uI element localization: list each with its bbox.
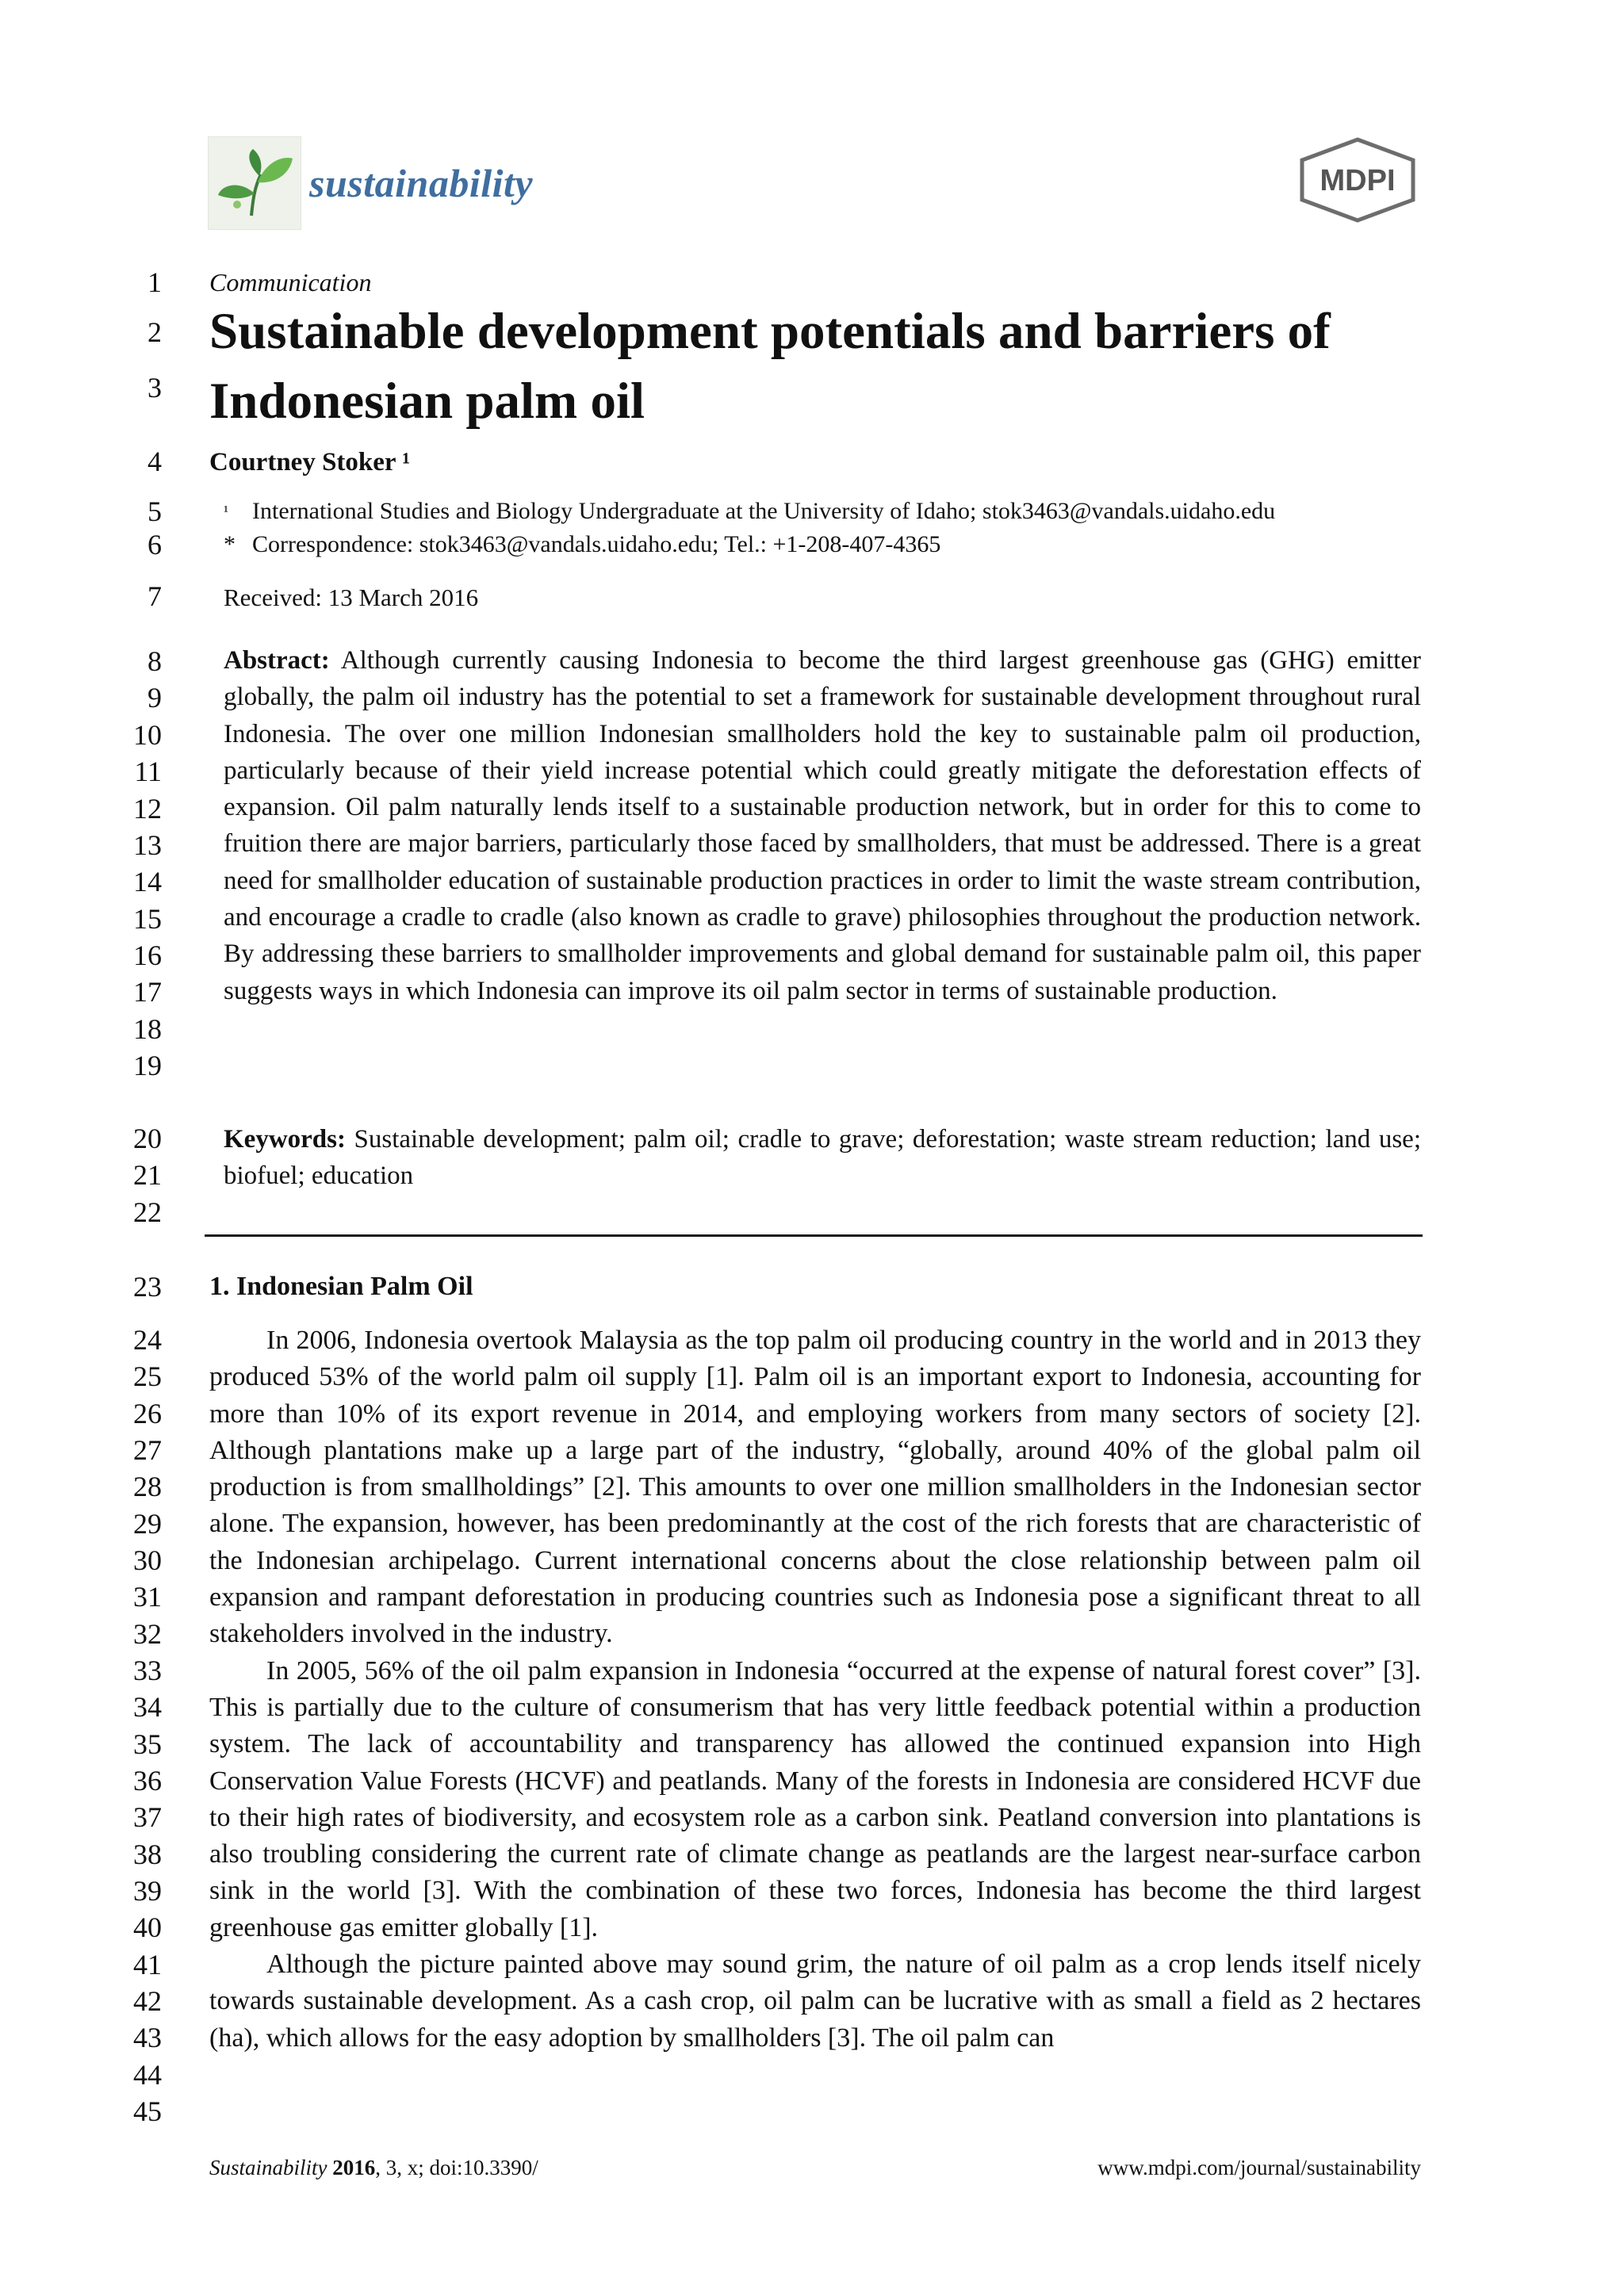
line-number: 9 bbox=[147, 682, 162, 714]
line-number: 22 bbox=[133, 1196, 162, 1228]
line-number: 28 bbox=[133, 1471, 162, 1502]
line-number: 24 bbox=[133, 1324, 162, 1356]
publisher-name: MDPI bbox=[1320, 164, 1396, 197]
paragraph: In 2006, Indonesia overtook Malaysia as the top palm oil producing country in the world and in 2013 they produced 53% of the world palm oil supply [1]. Palm oil is an important export to Indonesia, accounting for more than 10% of its export revenue in 2014, and employing workers from many sectors of society [2]. Although plantations make up a large part of the industry, “globally, around 40% of the global palm oil production is from smallholdings” [2]. This amounts to over one million smallholders in the Indonesian sector alone. The expansion, however, has been predominantly at the cost of the rich forests that are characteristic of the Indonesian archipelago. Current international concerns about the close relationship between palm oil expansion and rampant deforestation in producing countries such as Indonesia pose a significant threat to all stakeholders involved in the industry. bbox=[209, 1326, 1421, 1649]
article-title: Sustainable development potentials and barriers of Indonesian palm oil bbox=[209, 303, 1331, 430]
abstract bbox=[224, 642, 1421, 1009]
keywords-label: Keywords: bbox=[224, 1125, 346, 1154]
received-date: Received: 13 March 2016 bbox=[224, 584, 479, 611]
line-number: 17 bbox=[133, 976, 162, 1008]
line-number: 7 bbox=[147, 580, 162, 612]
citation-journal: Sustainability bbox=[209, 2156, 327, 2179]
section-divider bbox=[205, 1234, 1423, 1237]
correspondence-marker: * bbox=[224, 531, 236, 557]
line-number: 41 bbox=[133, 1949, 162, 1980]
line-number: 35 bbox=[133, 1728, 162, 1760]
line-number: 4 bbox=[147, 446, 162, 477]
line-number: 15 bbox=[133, 903, 162, 935]
line-number: 38 bbox=[133, 1839, 162, 1870]
journal-url[interactable]: www.mdpi.com/journal/sustainability bbox=[1097, 2156, 1421, 2179]
line-number: 34 bbox=[133, 1691, 162, 1723]
line-number: 16 bbox=[133, 939, 162, 971]
section-body bbox=[209, 1322, 1421, 2057]
line-number: 29 bbox=[133, 1508, 162, 1540]
line-number: 31 bbox=[133, 1581, 162, 1613]
abstract-text: Although currently causing Indonesia to become the third largest greenhouse gas (GHG) emitter globally, the palm oil industry has the potential to set a framework for sustainable development throughout rural Indonesia. The over one million Indonesian smallholders hold the key to sustainable palm oil production, particularly because of their yield increase potential which could greatly mitigate the deforestation effects of expansion. Oil palm naturally lends itself to a sustainable production network, but in order for this to come to fruition there are major barriers, particularly those faced by smallholders, that must be addressed. There is a great need for smallholder education of sustainable production practices in order to limit the waste stream contribution, and encourage a cradle to cradle (also known as cradle to grave) philosophies throughout the production network. By addressing these barriers to smallholder improvements and global demand for sustainable palm oil, this paper suggests ways in which Indonesia can improve its oil palm sector in terms of sustainable production. bbox=[224, 646, 1421, 1005]
keywords bbox=[224, 1121, 1421, 1194]
line-number: 11 bbox=[134, 756, 162, 787]
line-number: 2 bbox=[147, 316, 162, 348]
line-number: 5 bbox=[147, 496, 162, 527]
line-number: 43 bbox=[133, 2022, 162, 2053]
line-number: 44 bbox=[133, 2059, 162, 2091]
citation-details: , 3, x; doi:10.3390/ bbox=[375, 2156, 538, 2179]
journal-logo bbox=[208, 136, 533, 230]
section-heading: 1. Indonesian Palm Oil bbox=[209, 1272, 473, 1301]
line-number: 42 bbox=[133, 1985, 162, 2017]
line-number: 6 bbox=[147, 529, 162, 561]
line-number: 45 bbox=[133, 2095, 162, 2127]
affiliation bbox=[224, 495, 1421, 528]
line-number: 40 bbox=[133, 1911, 162, 1943]
line-number: 13 bbox=[133, 829, 162, 861]
affiliation-text: International Studies and Biology Undergraduate at the University of Idaho; stok3463@vandals.uidaho.edu bbox=[252, 498, 1276, 524]
line-number: 14 bbox=[133, 866, 162, 897]
line-number: 20 bbox=[133, 1123, 162, 1154]
line-number: 1 bbox=[147, 266, 162, 298]
line-number: 23 bbox=[133, 1271, 162, 1303]
line-number: 3 bbox=[147, 372, 162, 404]
line-number: 26 bbox=[133, 1398, 162, 1429]
paragraph: Although the picture painted above may sound grim, the nature of oil palm as a crop lends itself nicely towards sustainable development. As a cash crop, oil palm can be lucrative with as small a field as 2 hectares (ha), which allows for the easy adoption by smallholders [3]. The oil palm can bbox=[209, 1950, 1421, 2053]
article-type: Communication bbox=[209, 268, 372, 297]
author-name: Courtney Stoker ¹ bbox=[209, 448, 411, 476]
leaf-icon bbox=[208, 136, 301, 230]
line-number: 39 bbox=[133, 1875, 162, 1907]
citation bbox=[209, 2153, 538, 2182]
correspondence-text: Correspondence: stok3463@vandals.uidaho.edu; Tel.: +1-208-407-4365 bbox=[252, 531, 941, 557]
line-number: 12 bbox=[133, 793, 162, 825]
line-number: 8 bbox=[147, 645, 162, 677]
citation-year: 2016 bbox=[332, 2156, 376, 2179]
affiliation-marker: ¹ bbox=[224, 503, 228, 520]
line-number: 25 bbox=[133, 1360, 162, 1392]
line-number: 37 bbox=[133, 1801, 162, 1833]
abstract-label: Abstract: bbox=[224, 646, 330, 675]
line-number: 10 bbox=[133, 719, 162, 751]
line-number: 33 bbox=[133, 1655, 162, 1686]
keywords-text: Sustainable development; palm oil; cradle to grave; deforestation; waste stream reduction; land use; biofuel; education bbox=[224, 1125, 1421, 1190]
correspondence bbox=[224, 528, 1421, 561]
line-number: 30 bbox=[133, 1544, 162, 1576]
line-number: 27 bbox=[133, 1434, 162, 1466]
line-number: 21 bbox=[133, 1159, 162, 1191]
line-number: 36 bbox=[133, 1765, 162, 1797]
paragraph: In 2005, 56% of the oil palm expansion in Indonesia “occurred at the expense of natural forest cover” [3]. This is partially due to the culture of consumerism that has very little feedback potential within a production system. The lack of accountability and transparency has allowed the continued expansion into High Conservation Value Forests (HCVF) and peatlands. Many of the forests in Indonesia are considered HCVF due to their high rates of biodiversity, and ecosystem role as a carbon sink. Peatland conversion into plantations is also troubling considering the current rate of climate change as peatlands are the largest near-surface carbon sink in the world [3]. With the combination of these two forces, Indonesia has become the third largest greenhouse gas emitter globally [1]. bbox=[209, 1655, 1421, 1942]
line-number: 19 bbox=[133, 1050, 162, 1081]
line-number: 18 bbox=[133, 1013, 162, 1045]
line-number: 32 bbox=[133, 1618, 162, 1650]
journal-name: sustainability bbox=[309, 161, 534, 205]
publisher-logo bbox=[1297, 136, 1418, 224]
